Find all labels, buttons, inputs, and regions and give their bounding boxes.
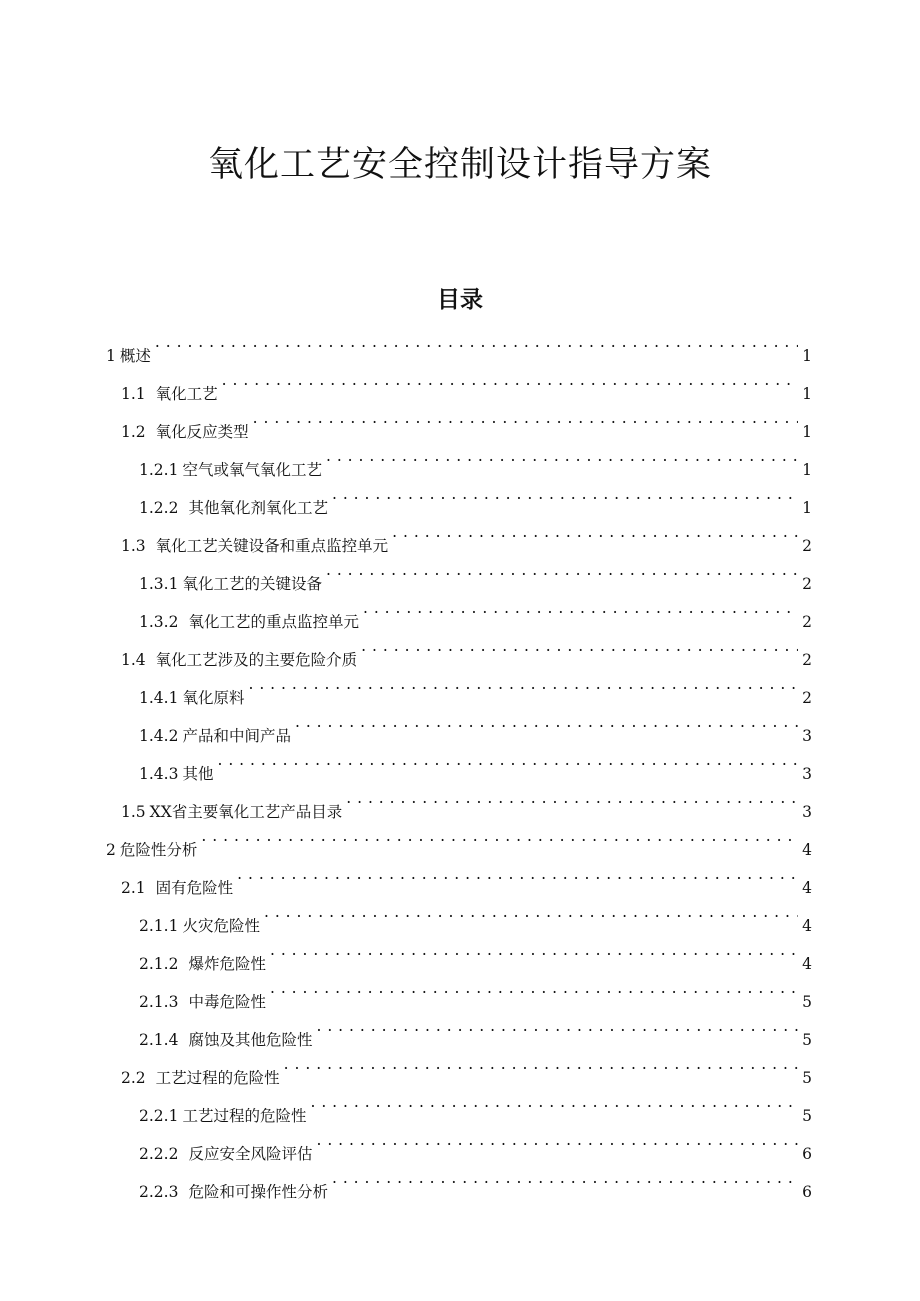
toc-dot-leader <box>284 1045 798 1083</box>
toc-page-number: 2 <box>802 575 812 593</box>
toc-heading: 目录 <box>437 287 483 313</box>
toc-number: 2.2.2 <box>139 1145 179 1163</box>
toc-number: 2.2 <box>121 1069 146 1087</box>
toc-entry-2-1-4[interactable] <box>0 1007 920 1049</box>
toc-number: 2.1.2 <box>139 955 179 973</box>
toc-page-number: 5 <box>802 993 812 1011</box>
toc-entry-2-2-3[interactable] <box>0 1159 920 1201</box>
toc-page-number: 1 <box>802 423 812 441</box>
toc-number: 2.1.4 <box>139 1031 179 1049</box>
toc-dot-leader <box>310 1083 798 1121</box>
toc-page-number: 2 <box>802 651 812 669</box>
table-of-contents <box>0 323 920 1201</box>
toc-text: 氧化反应类型 <box>155 423 249 441</box>
toc-number: 1.3.1 <box>139 575 179 593</box>
toc-dot-leader <box>326 437 798 475</box>
toc-dot-leader <box>361 627 798 665</box>
toc-dot-leader <box>270 931 798 969</box>
toc-page-number: 2 <box>802 613 812 631</box>
toc-page-number: 5 <box>802 1069 812 1087</box>
toc-text: 腐蚀及其他危险性 <box>188 1031 313 1049</box>
toc-dot-leader <box>222 361 798 399</box>
toc-text: 爆炸危险性 <box>188 955 266 973</box>
toc-page-number: 1 <box>802 499 812 517</box>
toc-page-number: 3 <box>802 727 812 745</box>
toc-number: 2.1.3 <box>139 993 179 1011</box>
toc-entry-1-4-3[interactable] <box>0 741 920 783</box>
toc-number: 2.2.3 <box>139 1183 179 1201</box>
toc-text: 其他氧化剂氧化工艺 <box>188 499 328 517</box>
toc-number: 1.4.2 <box>139 727 179 745</box>
toc-dot-leader <box>392 513 798 551</box>
toc-page-number: 4 <box>802 917 812 935</box>
toc-dot-leader <box>326 551 798 589</box>
toc-text: 产品和中间产品 <box>182 727 291 745</box>
toc-number: 1.4.1 <box>139 689 179 707</box>
toc-page-number: 5 <box>802 1031 812 1049</box>
toc-page-number: 1 <box>802 385 812 403</box>
toc-dot-leader <box>295 703 798 741</box>
toc-text: XX省主要氧化工艺产品目录 <box>149 803 343 821</box>
toc-entry-1-4-2[interactable] <box>0 703 920 745</box>
toc-text: 危险和可操作性分析 <box>188 1183 328 1201</box>
toc-page-number: 5 <box>802 1107 812 1125</box>
toc-dot-leader <box>237 855 798 893</box>
toc-page-number: 4 <box>802 841 812 859</box>
toc-text: 氧化工艺涉及的主要危险介质 <box>155 651 358 669</box>
toc-number: 1 <box>106 347 116 365</box>
toc-text: 其他 <box>182 765 214 783</box>
toc-text: 空气或氧气氧化工艺 <box>182 461 322 479</box>
toc-text: 氧化工艺的关键设备 <box>182 575 322 593</box>
toc-number: 1.4 <box>121 651 146 669</box>
toc-text: 氧化工艺关键设备和重点监控单元 <box>155 537 389 555</box>
toc-text: 氧化工艺的重点监控单元 <box>188 613 359 631</box>
toc-entry-2-2-2[interactable] <box>0 1121 920 1163</box>
toc-text: 火灾危险性 <box>182 917 260 935</box>
toc-page-number: 4 <box>802 955 812 973</box>
toc-number: 1.2 <box>121 423 146 441</box>
toc-page-number: 1 <box>802 347 812 365</box>
toc-number: 1.1 <box>121 385 146 403</box>
toc-dot-leader <box>248 665 798 703</box>
toc-dot-leader <box>332 1159 798 1197</box>
toc-page-number: 2 <box>802 689 812 707</box>
toc-text: 概述 <box>119 347 151 365</box>
toc-number: 1.2.1 <box>139 461 179 479</box>
toc-dot-leader <box>346 779 798 817</box>
toc-page-number: 1 <box>802 461 812 479</box>
toc-page-number: 6 <box>802 1183 812 1201</box>
toc-dot-leader <box>363 589 798 627</box>
toc-dot-leader <box>270 969 798 1007</box>
toc-number: 1.3 <box>121 537 146 555</box>
toc-text: 反应安全风险评估 <box>188 1145 313 1163</box>
document-title: 氧化工艺安全控制设计指导方案 <box>207 145 712 185</box>
toc-entry-1-3[interactable] <box>0 513 920 555</box>
toc-entry-1-2-2[interactable] <box>0 475 920 517</box>
toc-entry-2-2[interactable] <box>0 1045 920 1087</box>
toc-entry-1-4[interactable] <box>0 627 920 669</box>
toc-dot-leader <box>332 475 798 513</box>
toc-number: 1.5 <box>121 803 146 821</box>
toc-dot-leader <box>316 1007 798 1045</box>
toc-number: 2.2.1 <box>139 1107 179 1125</box>
toc-number: 2 <box>106 841 116 859</box>
toc-page-number: 4 <box>802 879 812 897</box>
toc-text: 危险性分析 <box>119 841 198 859</box>
toc-dot-leader <box>217 741 798 779</box>
toc-page-number: 2 <box>802 537 812 555</box>
toc-number: 2.1 <box>121 879 146 897</box>
toc-text: 中毒危险性 <box>188 993 266 1011</box>
toc-text: 氧化原料 <box>182 689 245 707</box>
toc-entry-1[interactable] <box>0 323 920 365</box>
toc-text: 氧化工艺 <box>155 385 218 403</box>
toc-page-number: 3 <box>802 765 812 783</box>
toc-number: 1.2.2 <box>139 499 179 517</box>
toc-entry-1-3-2[interactable] <box>0 589 920 631</box>
toc-number: 1.4.3 <box>139 765 179 783</box>
toc-number: 2.1.1 <box>139 917 179 935</box>
toc-text: 固有危险性 <box>155 879 234 897</box>
toc-number: 1.3.2 <box>139 613 179 631</box>
toc-page-number: 3 <box>802 803 812 821</box>
toc-entry-2-1-2[interactable] <box>0 931 920 973</box>
toc-text: 工艺过程的危险性 <box>182 1107 307 1125</box>
toc-dot-leader <box>253 399 798 437</box>
toc-dot-leader <box>155 323 798 361</box>
toc-dot-leader <box>264 893 798 931</box>
toc-dot-leader <box>201 817 798 855</box>
toc-dot-leader <box>316 1121 798 1159</box>
toc-page-number: 6 <box>802 1145 812 1163</box>
toc-entry-1-5[interactable] <box>0 779 920 821</box>
toc-text: 工艺过程的危险性 <box>155 1069 280 1087</box>
toc-entry-2-1-3[interactable] <box>0 969 920 1011</box>
